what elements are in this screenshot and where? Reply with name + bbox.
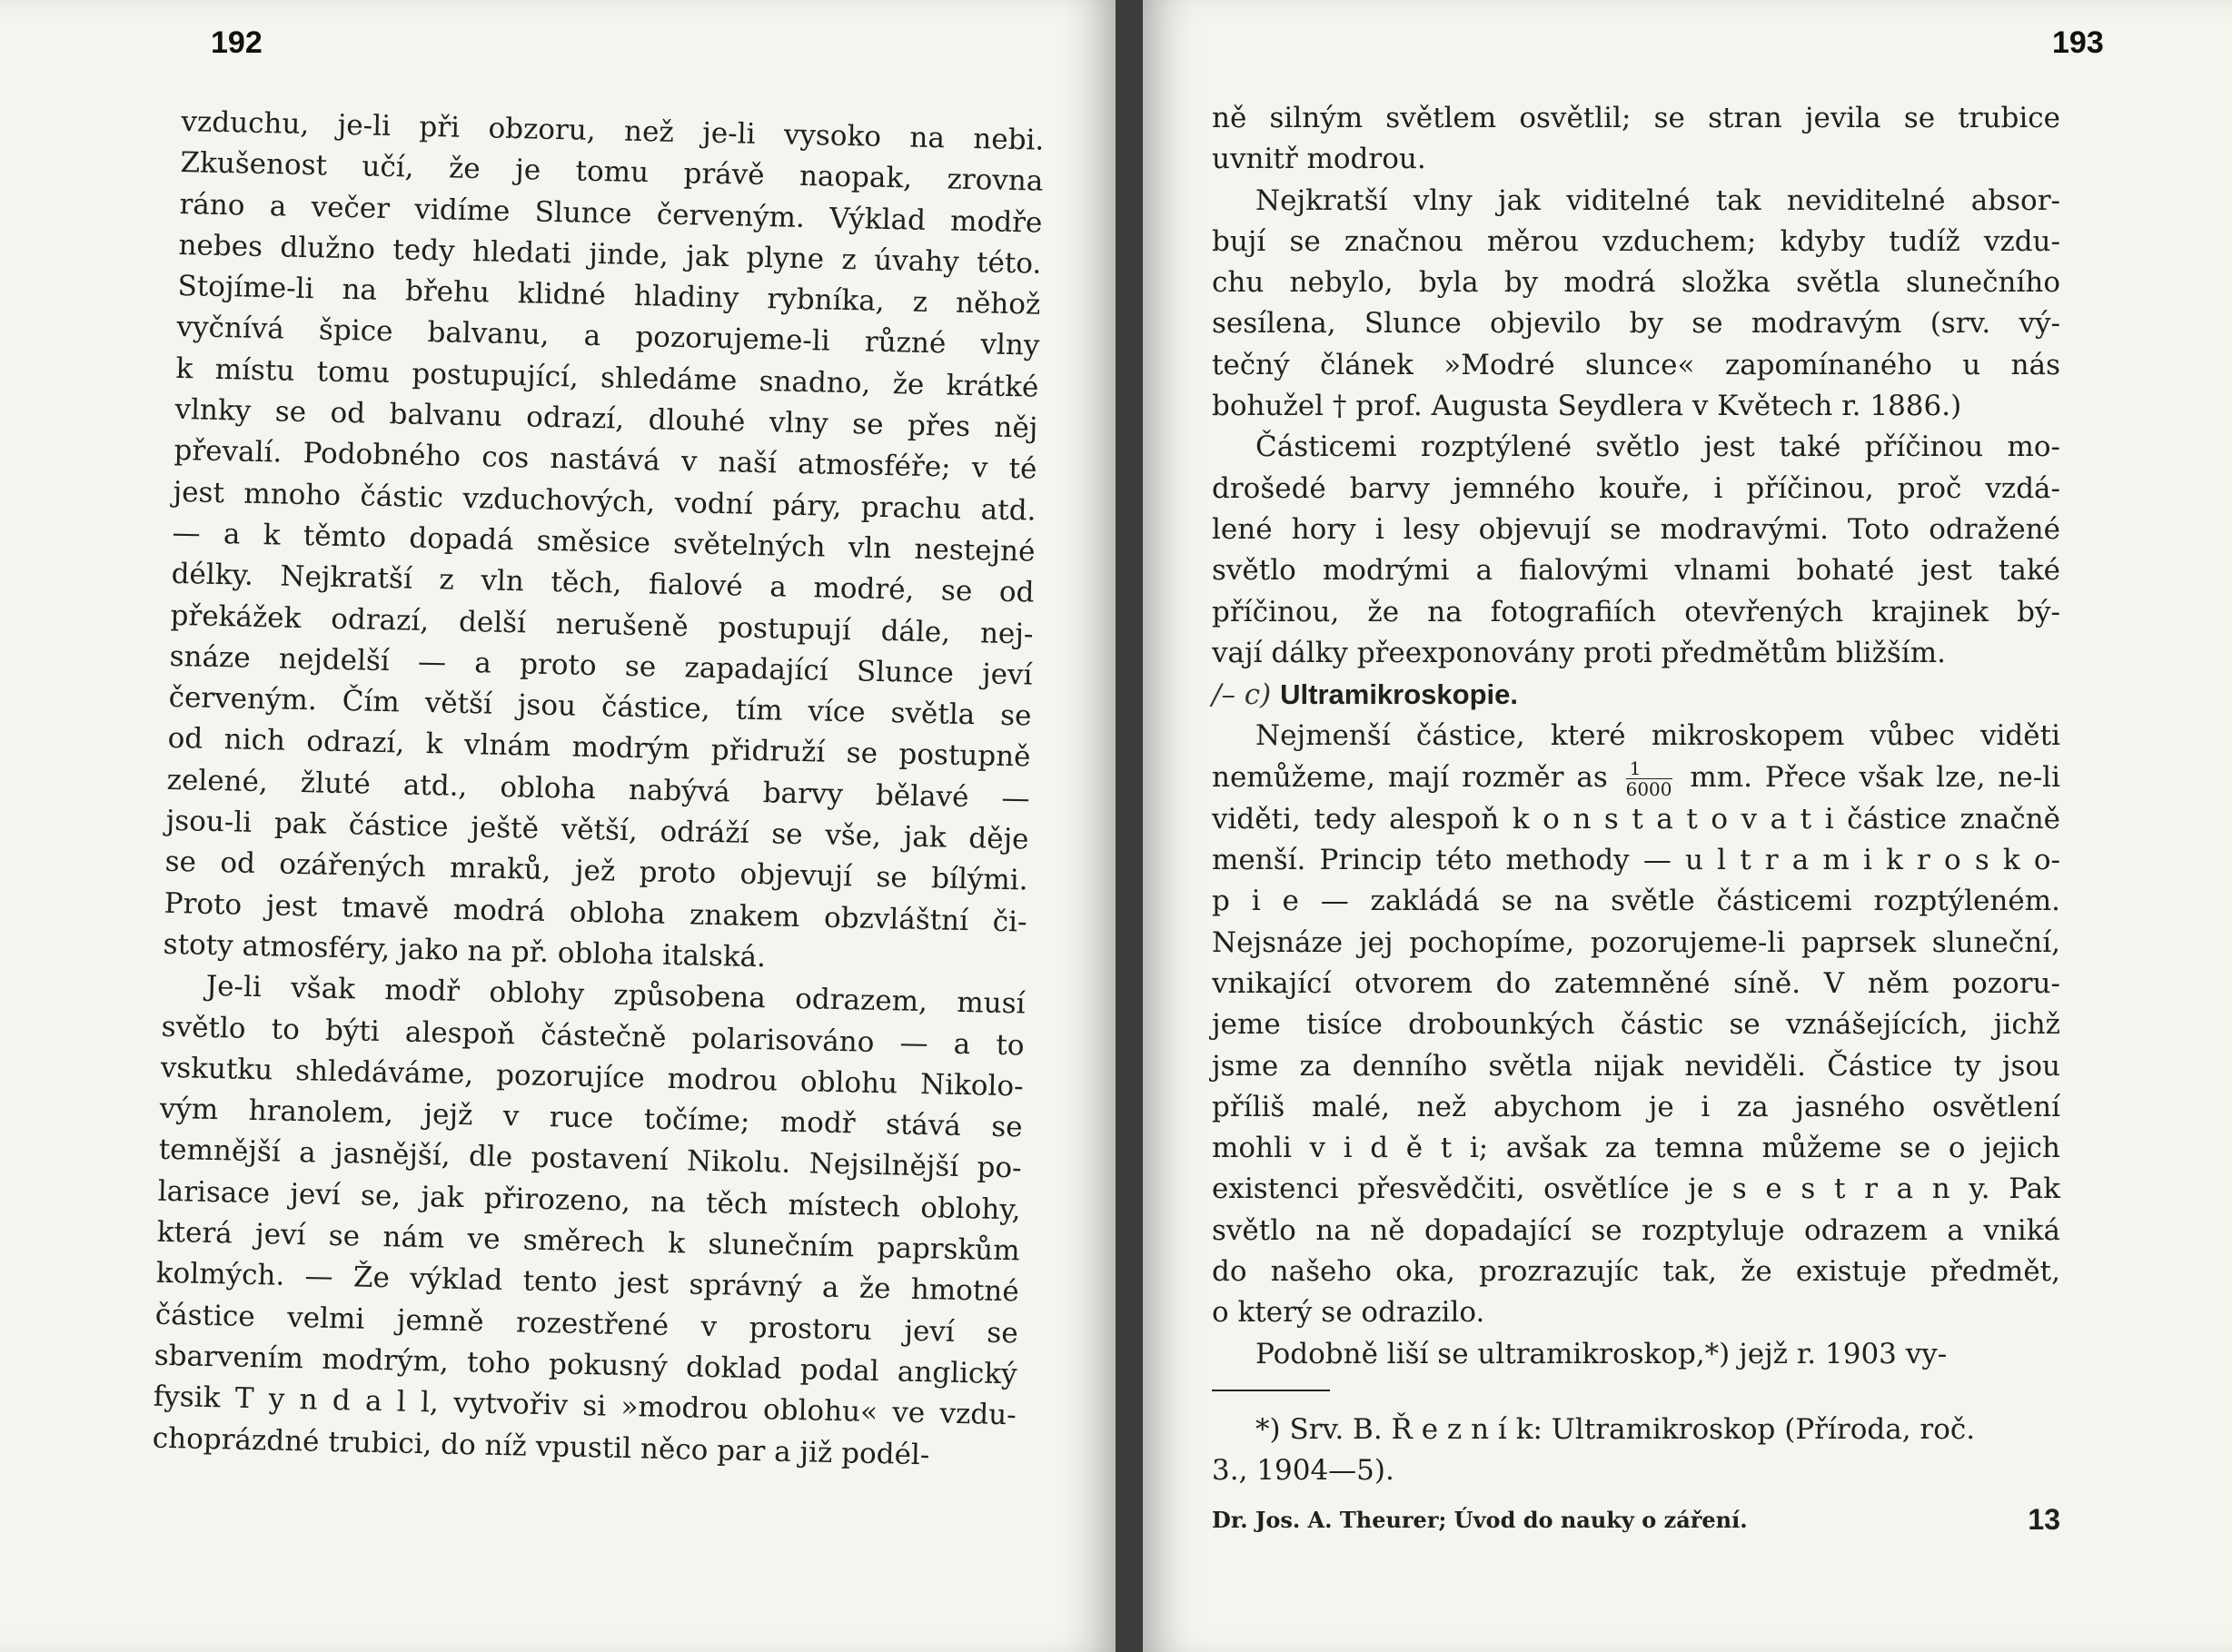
- text-line: Nejkratší vlny jak viditelné tak neviditelné absor-: [1255, 183, 2060, 217]
- text-line: choprázdné trubici, do níž vpustil něco par a již podél-: [152, 1421, 930, 1471]
- text-line: vlnky se od balvanu odrazí, dlouhé vlny se přes něj: [174, 393, 1038, 445]
- text-line: tečný článek »Modré slunce« zapomínaného u nás: [1212, 348, 2060, 381]
- page-number-left: 192: [211, 25, 263, 60]
- text-line: menší. Princip této methody — u l t r a m i k r o s k o-: [1212, 844, 2060, 877]
- text-line: drošedé barvy jemného kouře, i příčinou, proč vzdá-: [1212, 471, 2060, 505]
- text-line: která jeví se nám ve směrech k slunečním paprskům: [156, 1215, 1021, 1268]
- text-line: Stojíme-li na břehu klidné hladiny rybníka, z něhož: [177, 270, 1041, 321]
- text-line: Proto jest tmavě modrá obloha znakem obzvláštní či-: [164, 886, 1027, 939]
- footer-signature: Dr. Jos. A. Theurer; Úvod do nauky o záření.: [1212, 1506, 1748, 1533]
- text-line: kolmých. — Že výklad tento jest správný a že hmotné: [155, 1257, 1020, 1309]
- right-page-body: [1212, 98, 2060, 1541]
- text-line: Zkušenost učí, že je tomu právě naopak, zrovna: [180, 146, 1044, 199]
- text-line: do našeho oka, prozrazujíc tak, že existuje předmět,: [1212, 1255, 2060, 1289]
- text-line: sesílena, Slunce objevilo by se modravým (srv. vý-: [1212, 307, 2060, 341]
- section-heading: [1212, 674, 2060, 716]
- text-line: od nich odrazí, k vlnám modrým přidruží se postupně: [167, 722, 1031, 775]
- text-line: k místu tomu postupující, shledáme snadno, že krátké: [175, 351, 1039, 404]
- text-line: bohužel † prof. Augusta Seydlera v Květech r. 1886.): [1212, 390, 1962, 423]
- text-line: p i e — zakládá se na světle částicemi rozptýleném.: [1212, 885, 2060, 918]
- heading-title: Ultramikroskopie.: [1280, 678, 1518, 711]
- text-line: jsou-li pak částice ještě větší, odráží se vše, jak děje: [165, 804, 1029, 856]
- text-line: chu nebylo, byla by modrá složka světla slunečního: [1212, 266, 2060, 300]
- text-line: částice velmi jemně rozestřené v prostoru jeví se: [154, 1298, 1019, 1350]
- text-line: převalí. Podobného cos nastává v naší atmosféře; v té: [174, 434, 1037, 487]
- text-line: světlo to býti alespoň částečně polarisováno — a to: [161, 1010, 1025, 1063]
- fraction-suffix: mm. Přece však lze, ne-li: [1690, 760, 2060, 794]
- text-line-with-fraction: [1212, 757, 2060, 799]
- right-page: [1143, 0, 2232, 1652]
- book-gutter: [1116, 0, 1143, 1652]
- text-line: stoty atmosféry, jako na př. obloha italská.: [163, 927, 767, 974]
- text-line: světlo modrými a fialovými vlnami bohaté jest také: [1212, 554, 2060, 588]
- text-line: vají dálky přeexponovány proti předmětům bližším.: [1212, 636, 1946, 669]
- text-line: ráno a večer vidíme Slunce červeným. Výklad modře: [179, 187, 1043, 240]
- text-line: délky. Nejkratší z vln těch, fialové a modré, se od: [171, 558, 1035, 609]
- fraction-prefix: nemůžeme, mají rozměr as: [1212, 760, 1608, 794]
- footnote-line: 3., 1904—5).: [1212, 1454, 1394, 1488]
- text-line: snáze nejdelší — a proto se zapadající Slunce jeví: [169, 639, 1033, 692]
- text-line: viděti, tedy alespoň k o n s t a t o v a t i částice značně: [1212, 802, 2060, 836]
- text-line: lené hory i lesy objevují se modravými. Toto odražené: [1212, 512, 2060, 546]
- text-line: se od ozářených mraků, jež proto objevují se bílými.: [164, 846, 1028, 897]
- page-number-right: 193: [2052, 25, 2104, 60]
- text-line: jsme za denního světla nijak neviděli. Částice ty jsou: [1212, 1049, 2060, 1083]
- text-line: larisace jeví se, jak přirozeno, na těch místech oblohy,: [157, 1174, 1021, 1227]
- text-line: ně silným světlem osvětlil; se stran jevila se trubice: [1212, 102, 2060, 134]
- text-line: Je-li však modř oblohy způsobena odrazem, musí: [205, 970, 1026, 1021]
- page-footer: [1212, 1499, 2060, 1541]
- text-line: zelené, žluté atd., obloha nabývá barvy bělavé —: [166, 763, 1030, 816]
- text-line: bují se značnou měrou vzduchem; kdyby tudíž vzdu-: [1212, 224, 2060, 258]
- fraction: [1626, 758, 1672, 799]
- text-line: vskutku shledáváme, pozorujíce modrou oblohu Nikolo-: [160, 1051, 1024, 1103]
- text-line: sbarvením modrým, toho pokusný doklad podal anglický: [154, 1339, 1018, 1391]
- text-line: — a k těmto dopadá směsice světelných vln nestejné: [172, 516, 1036, 569]
- text-line: červeným. Čím větší jsou částice, tím více světla se: [168, 681, 1032, 733]
- text-line: Částicemi rozptýlené světlo jest také příčinou mo-: [1255, 430, 2060, 464]
- left-page-body: [152, 102, 1044, 1478]
- text-line: vým hranolem, jejž v ruce točíme; modř stává se: [159, 1092, 1023, 1144]
- text-line: příčinou, že na fotografiích otevřených krajinek bý-: [1212, 595, 2060, 628]
- text-line: příliš malé, než abychom je i za jasného osvětlení: [1212, 1090, 2060, 1123]
- text-line: jest mnoho částic vzduchových, vodní páry, prachu atd.: [173, 475, 1037, 528]
- fraction-numerator: 1: [1626, 758, 1672, 779]
- text-line: Podobně liší se ultramikroskop,*) jejž r. 1903 vy-: [1255, 1337, 1948, 1370]
- footnote-rule: [1212, 1390, 1330, 1391]
- fraction-denominator: 6000: [1625, 777, 1672, 800]
- footnote-line: *) Srv. B. Ř e z n í k: Ultramikroskop (Příroda, roč.: [1255, 1412, 1976, 1446]
- text-line: Nejsnáze jej pochopíme, pozorujeme-li paprsek sluneční,: [1212, 925, 2060, 959]
- text-line: jeme tisíce drobounkých částic se vznášejících, jichž: [1212, 1008, 2060, 1042]
- text-line: existenci přesvědčiti, osvětlíce je s e s t r a n y. Pak: [1212, 1172, 2060, 1206]
- text-line: vyčnívá špice balvanu, a pozorujeme-li různé vlny: [176, 311, 1040, 363]
- text-line: Nejmenší částice, které mikroskopem vůbec viděti: [1255, 719, 2060, 753]
- heading-mark: /– c): [1212, 678, 1272, 712]
- text-line: překážek odrazí, delší nerušeně postupují dále, nej-: [170, 598, 1034, 651]
- text-line: světlo na ně dopadající se rozptyluje odrazem a vniká: [1212, 1213, 2060, 1247]
- text-line: temnější a jasnější, dle postavení Nikolu. Nejsilnější po-: [158, 1133, 1022, 1185]
- text-line: mohli v i d ě t i; avšak za temna můžeme se o jejich: [1212, 1132, 2060, 1165]
- right-text-block-a: [1212, 98, 2060, 674]
- text-line: fysik T y n d a l l, vytvořiv si »modrou oblohu« ve vzdu-: [153, 1380, 1017, 1432]
- footer-sheet-number: 13: [2028, 1502, 2060, 1536]
- text-line: vzduchu, je-li při obzoru, než je-li vysoko na nebi.: [181, 104, 1045, 157]
- text-line: nebes dlužno tedy hledati jinde, jak plyne z úvahy této.: [178, 228, 1042, 281]
- text-line: uvnitř modrou.: [1212, 143, 1426, 176]
- text-line: o který se odrazilo.: [1212, 1296, 1485, 1330]
- right-text-block-b: [1212, 799, 2060, 1375]
- text-line: vnikající otvorem do zatemněné síně. V něm pozoru-: [1212, 966, 2060, 1000]
